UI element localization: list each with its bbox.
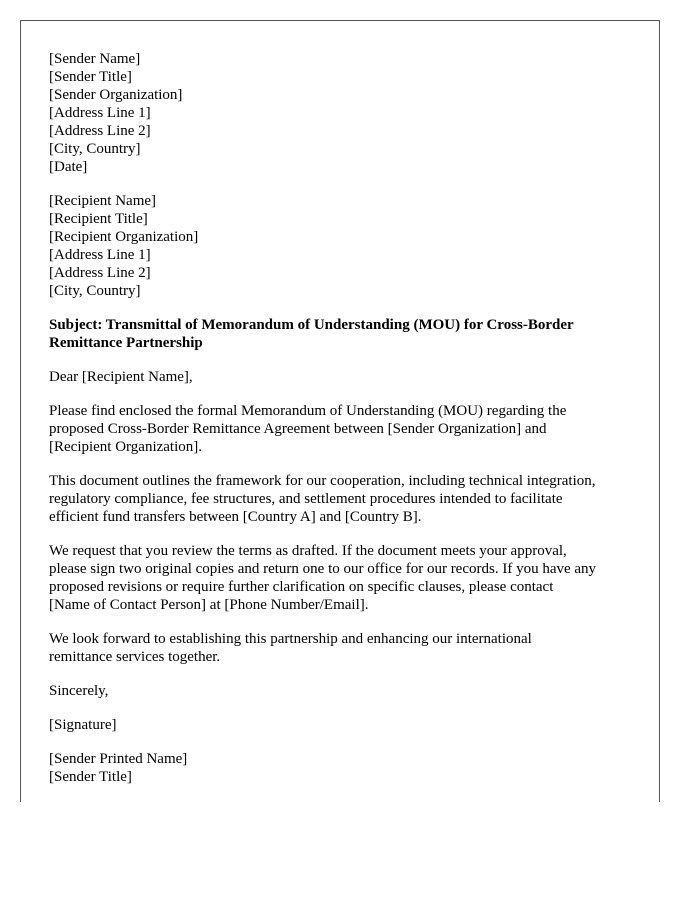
subject-line xyxy=(49,316,639,352)
recipient-title: [Recipient Title] xyxy=(49,211,148,227)
sender-address-line-1: [Address Line 1] xyxy=(49,105,151,121)
sender-city-country: [City, Country] xyxy=(49,141,141,157)
paragraph-line: regulatory compliance, fee structures, and settlement procedures intended to facilitate xyxy=(49,491,563,507)
letter-date: [Date] xyxy=(49,159,88,175)
paragraph-line: [Name of Contact Person] at [Phone Number/Email]. xyxy=(49,597,369,613)
sender-organization: [Sender Organization] xyxy=(49,87,183,103)
sender-title: [Sender Title] xyxy=(49,69,132,85)
paragraph-line: This document outlines the framework for our cooperation, including technical integration, xyxy=(49,473,596,489)
paragraph-line: Please find enclosed the formal Memorandum of Understanding (MOU) regarding the xyxy=(49,403,567,419)
recipient-address-block xyxy=(49,192,639,300)
body-paragraph-3 xyxy=(49,542,639,614)
body-paragraph-2 xyxy=(49,472,639,526)
paragraph-line: We request that you review the terms as drafted. If the document meets your approval, xyxy=(49,543,567,559)
recipient-address-line-2: [Address Line 2] xyxy=(49,265,151,281)
sender-address-line-2: [Address Line 2] xyxy=(49,123,151,139)
signoff-title: [Sender Title] xyxy=(49,769,132,785)
signoff-printed-name: [Sender Printed Name] xyxy=(49,751,188,767)
letter-content xyxy=(49,50,639,786)
signature xyxy=(49,716,639,734)
paragraph-line: [Recipient Organization]. xyxy=(49,439,203,455)
salutation-text: Dear [Recipient Name], xyxy=(49,369,193,385)
paragraph-line: please sign two original copies and return one to our office for our records. If you have any xyxy=(49,561,597,577)
recipient-address-line-1: [Address Line 1] xyxy=(49,247,151,263)
subject-line-1: Subject: Transmittal of Memorandum of Understanding (MOU) for Cross-Border xyxy=(49,317,574,333)
closing-text: Sincerely, xyxy=(49,683,109,699)
closing xyxy=(49,682,639,700)
body-paragraph-1 xyxy=(49,402,639,456)
signature-placeholder: [Signature] xyxy=(49,717,117,733)
recipient-name: [Recipient Name] xyxy=(49,193,157,209)
paragraph-line: proposed revisions or require further clarification on specific clauses, please contact xyxy=(49,579,554,595)
sender-name: [Sender Name] xyxy=(49,51,141,67)
paragraph-line: We look forward to establishing this partnership and enhancing our international xyxy=(49,631,532,647)
salutation xyxy=(49,368,639,386)
subject-line-2: Remittance Partnership xyxy=(49,335,203,351)
recipient-city-country: [City, Country] xyxy=(49,283,141,299)
paragraph-line: efficient fund transfers between [Country A] and [Country B]. xyxy=(49,509,422,525)
paragraph-line: remittance services together. xyxy=(49,649,221,665)
recipient-organization: [Recipient Organization] xyxy=(49,229,199,245)
paragraph-line: proposed Cross-Border Remittance Agreement between [Sender Organization] and xyxy=(49,421,547,437)
letter-page xyxy=(20,20,660,802)
sender-address-block xyxy=(49,50,639,176)
signoff-block xyxy=(49,750,639,786)
body-paragraph-4 xyxy=(49,630,639,666)
